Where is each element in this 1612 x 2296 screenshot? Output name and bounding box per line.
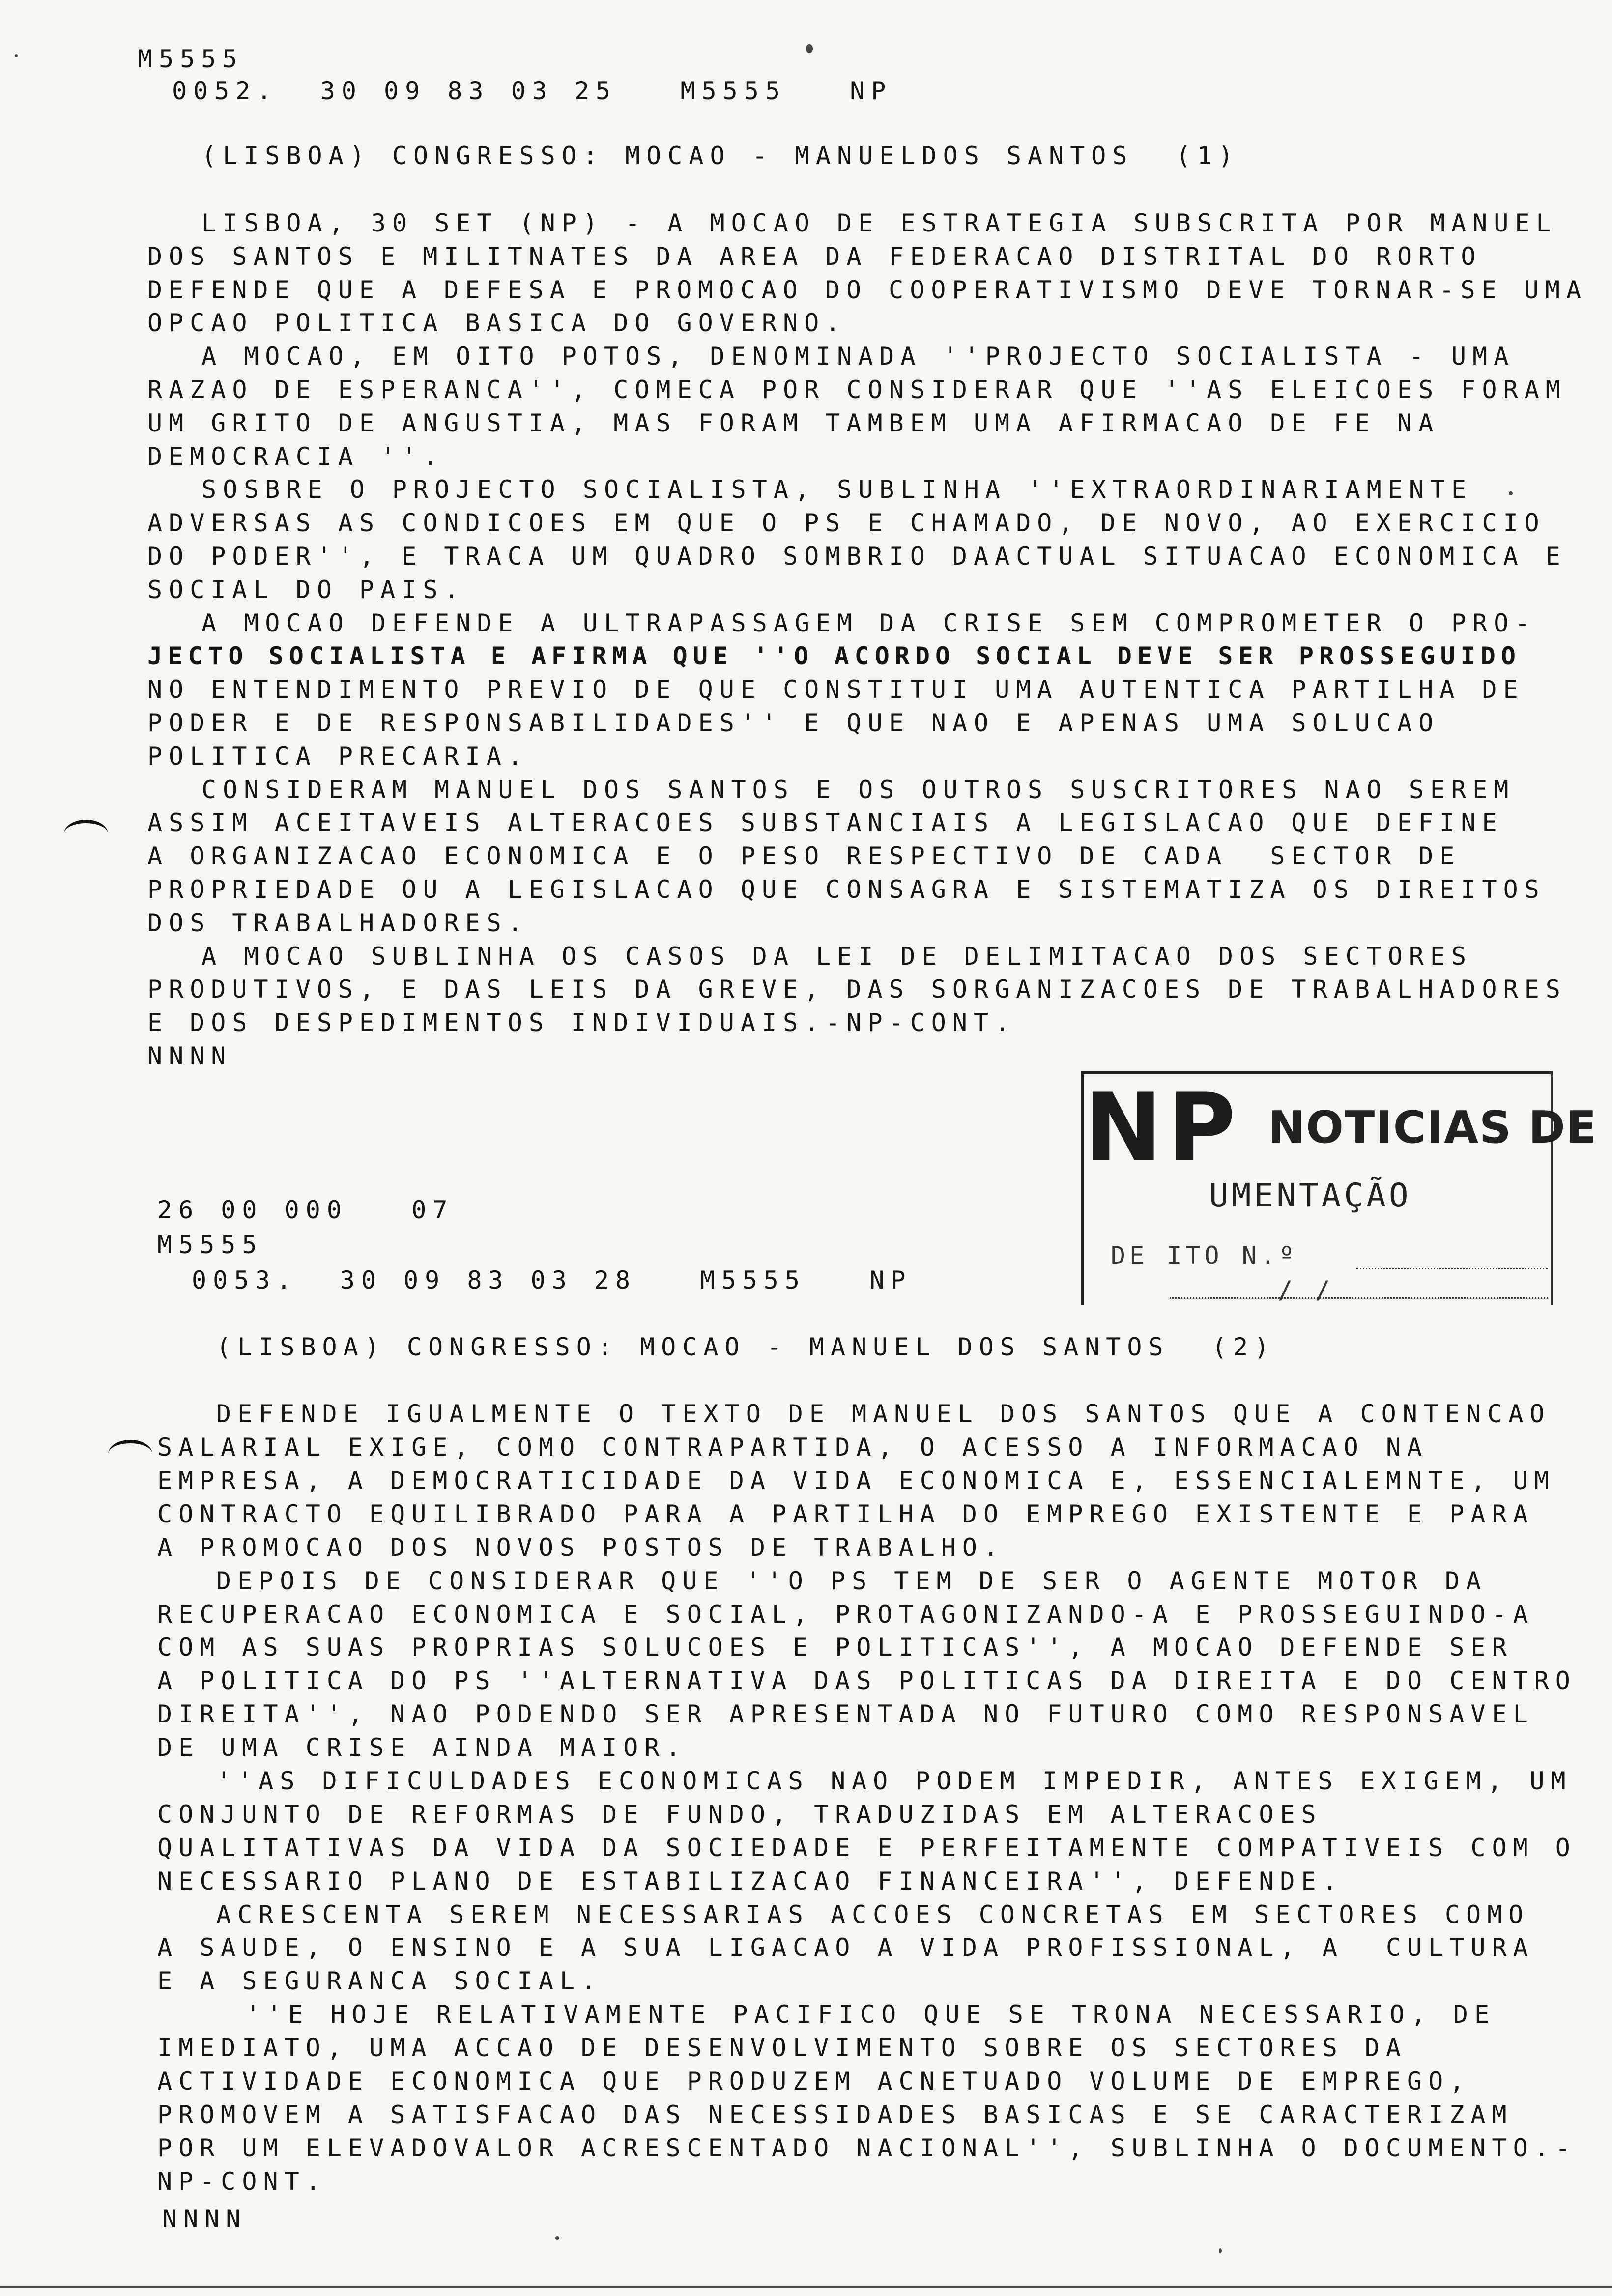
story1-line: JECTO SOCIALISTA E AFIRMA QUE ''O ACORDO SOCIAL DEVE SER PROSSEGUIDO [147,642,1521,670]
scan-speck [15,54,18,57]
story2-line: ACTIVIDADE ECONOMICA QUE PRODUZEM ACNETUADO VOLUME DE EMPREGO, [157,2067,1471,2095]
margin-punch-mark [108,1440,152,1468]
story2-line: CONTRACTO EQUILIBRADO PARA A PARTILHA DO EMPREGO EXISTENTE E PARA [157,1500,1534,1528]
story1-line: PODER E DE RESPONSABILIDADES'' E QUE NAO E APENAS UMA SOLUCAO [147,709,1440,737]
story2-end-marker: NNNN [162,2205,247,2233]
story1-line: CONSIDERAM MANUEL DOS SANTOS E OS OUTROS SUSCRITORES NAO SEREM [202,775,1515,804]
story1-routing-code: M5555 [138,45,244,73]
stamp-line [1356,1268,1548,1269]
story2-line: A POLITICA DO PS ''ALTERNATIVA DAS POLITICAS DA DIREITA E DO CENTRO [157,1666,1577,1695]
story2-line: DEPOIS DE CONSIDERAR QUE ''O PS TEM DE SER O AGENTE MOTOR DA [216,1567,1488,1595]
story1-headline: (LISBOA) CONGRESSO: MOCAO - MANUELDOS SANTOS (1) [202,142,1240,170]
story2-line: DIREITA'', NAO PODENDO SER APRESENTADA NO FUTURO COMO RESPONSAVEL [157,1700,1534,1728]
scan-speck [806,44,813,53]
story1-line: SOSBRE O PROJECTO SOCIALISTA, SUBLINHA ''EXTRAORDINARIAMENTE [202,475,1473,504]
story1-line: RAZAO DE ESPERANCA'', COMECA POR CONSIDERAR QUE ''AS ELEICOES FORAM [147,375,1567,404]
story2-line: ''AS DIFICULDADES ECONOMICAS NAO PODEM IMPEDIR, ANTES EXIGEM, UM [216,1767,1572,1795]
story2-line: QUALITATIVAS DA VIDA DA SOCIEDADE E PERFEITAMENTE COMPATIVEIS COM O [157,1834,1577,1862]
story2-line: ''E HOJE RELATIVAMENTE PACIFICO QUE SE TRONA NECESSARIO, DE [246,2000,1496,2029]
story2-line: CONJUNTO DE REFORMAS DE FUNDO, TRADUZIDAS EM ALTERACOES [157,1800,1323,1829]
story1-line: ASSIM ACEITAVEIS ALTERACOES SUBSTANCIAIS A LEGISLACAO QUE DEFINE [147,808,1503,837]
stamp-logo: NP [1084,1073,1241,1182]
story1-line: ADVERSAS AS CONDICOES EM QUE O PS E CHAMADO, DE NOVO, AO EXERCICIO [147,509,1546,537]
story1-line: OPCAO POLITICA BASICA DO GOVERNO. [147,309,847,337]
story2-transmission-code: 26 00 000 07 [157,1196,454,1224]
story2-line: A PROMOCAO DOS NOVOS POSTOS DE TRABALHO. [157,1533,1005,1562]
story1-line: SOCIAL DO PAIS. [147,575,465,604]
story1-line: LISBOA, 30 SET (NP) - A MOCAO DE ESTRATEGIA SUBSCRITA POR MANUEL [202,209,1557,237]
story2-line: SALARIAL EXIGE, COMO CONTRAPARTIDA, O ACESSO A INFORMACAO NA [157,1433,1429,1462]
story1-line: DO PODER'', E TRACA UM QUADRO SOMBRIO DAACTUAL SITUACAO ECONOMICA E [147,542,1567,571]
story2-line: DE UMA CRISE AINDA MAIOR. [157,1733,687,1762]
story1-line: UM GRITO DE ANGUSTIA, MAS FORAM TAMBEM UMA AFIRMACAO DE FE NA [147,409,1440,437]
story2-line: NP-CONT. [157,2167,327,2196]
story2-line: ACRESCENTA SEREM NECESSARIAS ACCOES CONCRETAS EM SECTORES COMO [216,1900,1530,1929]
story2-line: DEFENDE IGUALMENTE O TEXTO DE MANUEL DOS SANTOS QUE A CONTENCAO [216,1400,1551,1428]
story1-line: A ORGANIZACAO ECONOMICA E O PESO RESPECTIVO DE CADA SECTOR DE [147,842,1461,870]
story2-line: IMEDIATO, UMA ACCAO DE DESENVOLVIMENTO SOBRE OS SECTORES DA [157,2034,1408,2062]
stamp-title: NOTICIAS DE [1268,1102,1598,1153]
scan-speck [555,2236,559,2240]
story2-headline: (LISBOA) CONGRESSO: MOCAO - MANUEL DOS SANTOS (2) [216,1333,1276,1361]
scan-speck [1509,491,1513,495]
story1-line: A MOCAO SUBLINHA OS CASOS DA LEI DE DELIMITACAO DOS SECTORES [202,942,1473,971]
story1-line: DOS SANTOS E MILITNATES DA AREA DA FEDERACAO DISTRITAL DO RORTO [147,242,1482,271]
story1-end-marker: NNNN [147,1042,232,1070]
story1-line: A MOCAO DEFENDE A ULTRAPASSAGEM DA CRISE SEM COMPROMETER O PRO- [202,609,1536,637]
story2-line: NECESSARIO PLANO DE ESTABILIZACAO FINANCEIRA'', DEFENDE. [157,1867,1344,1895]
story2-line: EMPRESA, A DEMOCRATICIDADE DA VIDA ECONOMICA E, ESSENCIALEMNTE, UM [157,1466,1555,1495]
story2-line: E A SEGURANCA SOCIAL. [157,1967,603,1995]
story2-routing-code: M5555 [157,1231,263,1259]
story2-line: A SAUDE, O ENSINO E A SUA LIGACAO A VIDA PROFISSIONAL, A CULTURA [157,1933,1534,1962]
story1-line: DOS TRABALHADORES. [147,909,529,937]
bottom-edge [0,2286,1612,2288]
story1-line: A MOCAO, EM OITO POTOS, DENOMINADA ''PROJECTO SOCIALISTA - UMA [202,342,1515,371]
margin-punch-mark [64,820,108,848]
story1-line: DEMOCRACIA ''. [147,442,444,471]
stamp-line [1170,1297,1548,1299]
story1-line: PROPRIEDADE OU A LEGISLACAO QUE CONSAGRA E SISTEMATIZA OS DIREITOS [147,875,1546,904]
story2-line: COM AS SUAS PROPRIAS SOLUCOES E POLITICAS'', A MOCAO DEFENDE SER [157,1633,1513,1662]
scan-speck [1219,2248,1222,2253]
stamp-doc-number-label: DE ITO N.º [1111,1241,1298,1270]
story2-line: POR UM ELEVADOVALOR ACRESCENTADO NACIONAL'', SUBLINHA O DOCUMENTO.- [157,2134,1577,2162]
story1-line: E DOS DESPEDIMENTOS INDIVIDUAIS.-NP-CONT. [147,1008,1016,1037]
story1-line: PRODUTIVOS, E DAS LEIS DA GREVE, DAS SORGANIZACOES DE TRABALHADORES [147,975,1567,1004]
story2-header: 0053. 30 09 83 03 28 M5555 NP [192,1266,912,1294]
story1-line: POLITICA PRECARIA. [147,742,529,771]
story1-line: DEFENDE QUE A DEFESA E PROMOCAO DO COOPERATIVISMO DEVE TORNAR-SE UMA [147,276,1588,304]
story2-line: RECUPERACAO ECONOMICA E SOCIAL, PROTAGONIZANDO-A E PROSSEGUINDO-A [157,1600,1534,1629]
story1-line: NO ENTENDIMENTO PREVIO DE QUE CONSTITUI UMA AUTENTICA PARTILHA DE [147,675,1525,704]
stamp-date-field: / / [1278,1276,1334,1304]
stamp-subtitle: UMENTAÇÃO [1209,1177,1411,1214]
story2-line: PROMOVEM A SATISFACAO DAS NECESSIDADES BASICAS E SE CARACTERIZAM [157,2100,1513,2129]
story1-header: 0052. 30 09 83 03 25 M5555 NP [172,77,892,105]
